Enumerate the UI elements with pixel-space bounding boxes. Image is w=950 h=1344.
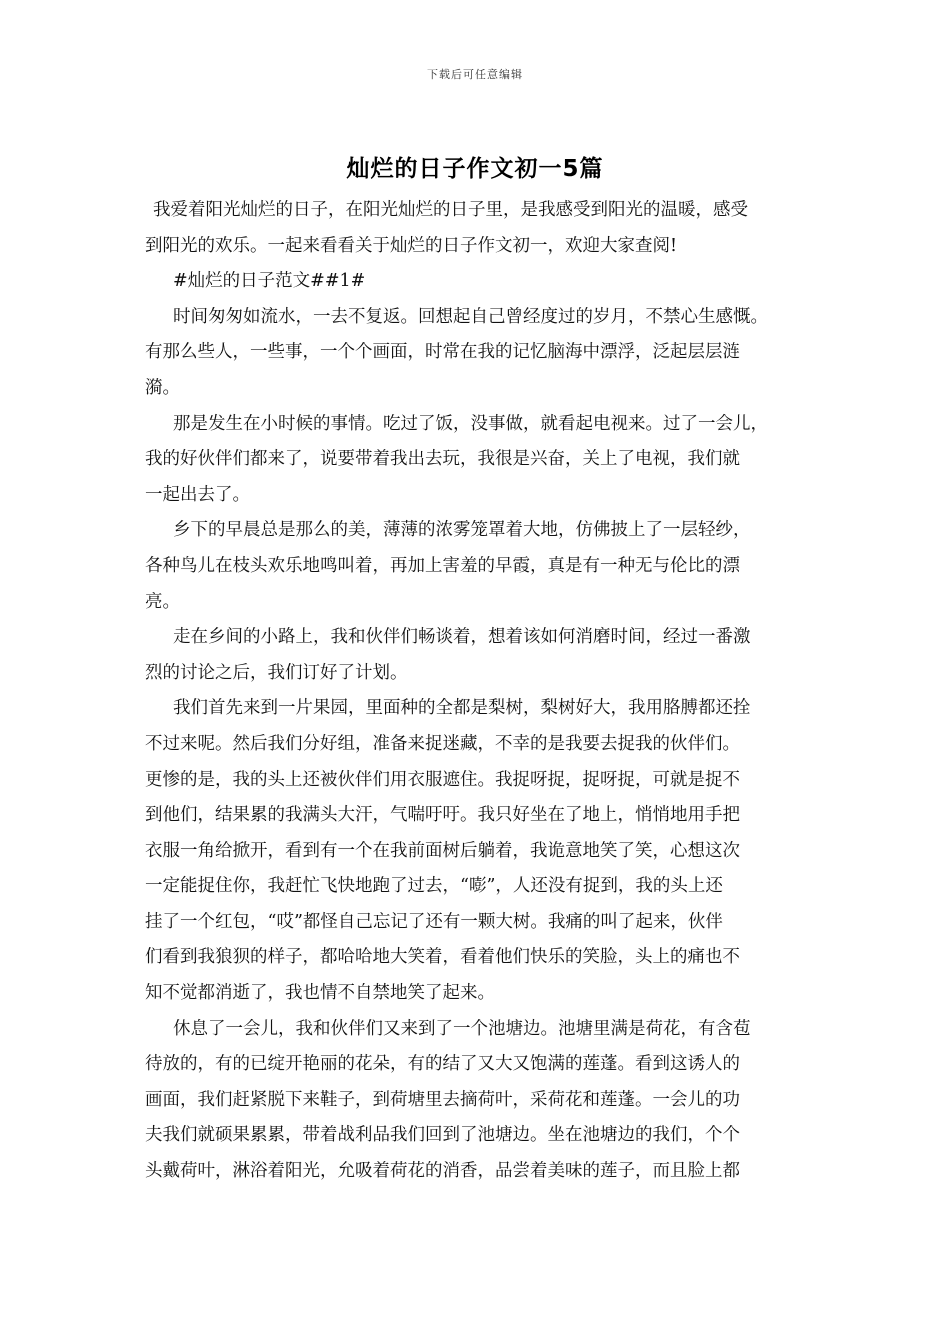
- text-line: 夫我们就硕果累累，带着战利品我们回到了池塘边。坐在池塘边的我们，个个: [145, 1125, 740, 1146]
- text-line: 画面，我们赶紧脱下来鞋子，到荷塘里去摘荷叶，采荷花和莲蓬。一会儿的功: [145, 1089, 740, 1110]
- text-line: 待放的，有的已绽开艳丽的花朵，有的结了又大又饱满的莲蓬。看到这诱人的: [145, 1054, 740, 1075]
- text-line: 不过来呢。然后我们分好组，准备来捉迷藏，不幸的是我要去捉我的伙伴们。: [145, 733, 740, 754]
- text-line: 时间匆匆如流水，一去不复返。回想起自己曾经度过的岁月，不禁心生感慨。: [173, 306, 768, 327]
- text-line: 一定能捉住你，我赶忙飞快地跑了过去，“嘭”，人还没有捉到，我的头上还: [145, 876, 723, 897]
- document-body: [145, 193, 815, 1190]
- text-line: 各种鸟儿在枝头欢乐地鸣叫着，再加上害羞的早霞，真是有一种无与伦比的漂: [145, 555, 740, 576]
- text-line: 到阳光的欢乐。一起来看看关于灿烂的日子作文初一，欢迎大家查阅!: [145, 235, 678, 256]
- text-line: 那是发生在小时候的事情。吃过了饭，没事做，就看起电视来。过了一会儿，: [173, 413, 768, 434]
- text-line: 头戴荷叶，淋浴着阳光，允吸着荷花的消香，品尝着美味的莲子，而且脸上都: [145, 1161, 740, 1182]
- text-line: 我爱着阳光灿烂的日子，在阳光灿烂的日子里，是我感受到阳光的温暖，感受: [153, 200, 748, 220]
- text-line: 更惨的是，我的头上还被伙伴们用衣服遮住。我捉呀捉，捉呀捉，可就是捉不: [145, 769, 740, 790]
- section-heading: #灿烂的日子范文##1#: [173, 271, 366, 292]
- text-line: 休息了一会儿，我和伙伴们又来到了一个池塘边。池塘里满是荷花，有含苞: [173, 1018, 751, 1039]
- text-line: 烈的讨论之后，我们订好了计划。: [145, 662, 408, 683]
- text-line: 们看到我狼狈的样子，都哈哈地大笑着，看着他们快乐的笑脸，头上的痛也不: [145, 947, 740, 968]
- document-title: 灿烂的日子作文初一5篇: [346, 156, 604, 182]
- text-line: 挂了一个红包，“哎”都怪自己忘记了还有一颗大树。我痛的叫了起来，伙伴: [145, 911, 723, 932]
- text-line: 我的好伙伴们都来了，说要带着我出去玩，我很是兴奋，关上了电视，我们就: [145, 449, 740, 470]
- text-line: 亮。: [145, 591, 180, 612]
- text-line: 有那么些人，一些事，一个个画面，时常在我的记忆脑海中漂浮，泛起层层涟: [145, 342, 740, 363]
- text-line: 走在乡间的小路上，我和伙伴们畅谈着，想着该如何消磨时间，经过一番激: [173, 627, 751, 648]
- text-line: 我们首先来到一片果园，里面种的全都是梨树，梨树好大，我用胳膊都还拴: [173, 698, 751, 719]
- header-note: 下载后可任意编辑: [427, 68, 523, 81]
- text-line: 乡下的早晨总是那么的美，薄薄的浓雾笼罩着大地，仿佛披上了一层轻纱，: [173, 520, 751, 541]
- text-line: 到他们，结果累的我满头大汗，气喘吁吁。我只好坐在了地上，悄悄地用手把: [145, 805, 740, 826]
- text-line: 衣服一角给掀开，看到有一个在我前面树后躺着，我诡意地笑了笑，心想这次: [145, 840, 740, 861]
- text-line: 知不觉都消逝了，我也情不自禁地笑了起来。: [145, 983, 495, 1004]
- text-line: 一起出去了。: [145, 484, 250, 505]
- text-line: 漪。: [145, 377, 180, 398]
